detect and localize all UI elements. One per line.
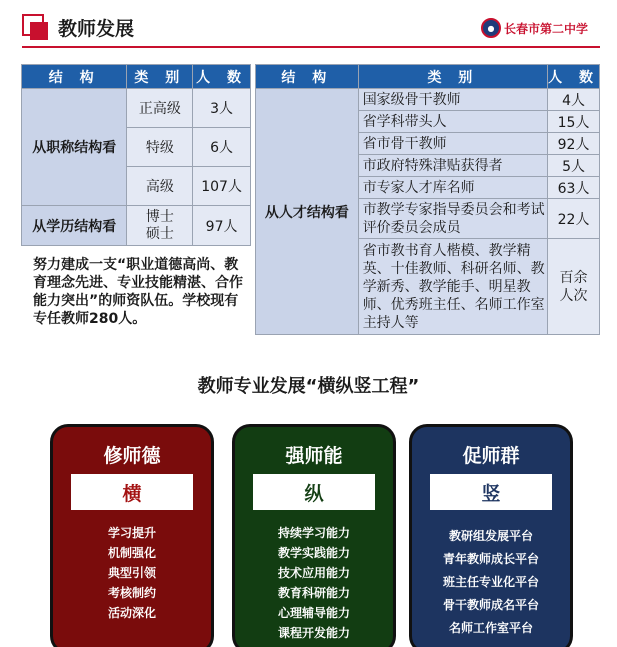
cell-count: 6人 [193,128,251,167]
list-item: 名师工作室平台 [448,621,533,635]
cell-name: 市专家人才库名师 [358,177,547,199]
list-item: 教研组发展平台 [448,529,533,543]
card-band: 横 [71,474,193,510]
card-title: 强师能 [285,445,343,467]
col-header-structure: 结 构 [22,65,127,89]
col-header-structure: 结 构 [256,65,359,89]
col-header-count: 人 数 [548,65,600,89]
list-item: 机制强化 [107,546,156,560]
list-item: 教育科研能力 [277,586,350,600]
cell-count: 63人 [548,177,600,199]
card-list [412,525,570,640]
list-item: 青年教师成长平台 [442,552,539,566]
talent-structure-table [255,64,600,335]
list-item: 考核制约 [107,586,156,600]
cell-count: 97人 [193,206,251,246]
col-header-category: 类 别 [358,65,547,89]
list-item: 技术应用能力 [277,566,350,580]
col-header-category: 类 别 [127,65,193,89]
cell-name: 省学科带头人 [358,111,547,133]
school-name: 长春市第二中学 [504,21,589,36]
title-education-table [21,64,251,246]
list-item: 活动深化 [107,606,156,620]
cell-type: 博士 硕士 [127,206,193,246]
card-list [53,523,211,623]
page-title: 教师发展 [58,18,135,40]
section-title: 教师专业发展“横纵竖工程” [197,376,420,397]
list-item: 典型引领 [107,566,156,580]
school-logo [481,18,588,38]
cell-count: 5人 [548,155,600,177]
card-ethics [50,424,214,647]
cell-count: 22人 [548,199,600,239]
cell-count: 15人 [548,111,600,133]
list-item: 持续学习能力 [277,526,350,540]
cell-count: 4人 [548,89,600,111]
card-list [235,523,393,643]
header-divider [22,46,600,48]
list-item: 学习提升 [107,526,156,540]
cell-type: 正高级 [127,89,193,128]
cell-name: 市教学专家指导委员会和考试评价委员会成员 [358,199,547,239]
cell-name: 省市骨干教师 [358,133,547,155]
cell-count: 3人 [193,89,251,128]
row-group-talent: 从人才结构看 [256,89,359,335]
card-title: 促师群 [462,445,520,467]
list-item: 课程开发能力 [277,626,350,640]
cell-count: 百余人次 [548,239,600,335]
row-group-education: 从学历结构看 [22,206,127,246]
card-title: 修师德 [103,445,161,467]
cell-name: 省市教书育人楷模、教学精英、十佳教师、科研名师、教学新秀、教学能手、明星教师、优秀班主任、名师工作室主持人等 [358,239,547,335]
list-item: 骨干教师成名平台 [442,598,539,612]
cell-count: 92人 [548,133,600,155]
cell-type: 高级 [127,167,193,206]
list-item: 班主任专业化平台 [442,575,539,589]
card-group [409,424,573,647]
page-header [0,0,617,52]
school-seal-icon: ● [481,18,501,38]
cell-name: 市政府特殊津贴获得者 [358,155,547,177]
card-band: 纵 [253,474,375,510]
faculty-note: 努力建成一支“职业道德高尚、教育理念先进、专业技能精湛、合作能力突出”的师资队伍。学校现有专任教师280人。 [33,257,243,327]
col-header-count: 人 数 [193,65,251,89]
cell-name: 国家级骨干教师 [358,89,547,111]
row-group-title: 从职称结构看 [22,89,127,206]
title-square-icon [22,14,48,40]
card-band: 竖 [430,474,552,510]
card-ability [232,424,396,647]
cell-count: 107人 [193,167,251,206]
list-item: 心理辅导能力 [277,606,350,620]
list-item: 教学实践能力 [277,546,350,560]
cell-type: 特级 [127,128,193,167]
